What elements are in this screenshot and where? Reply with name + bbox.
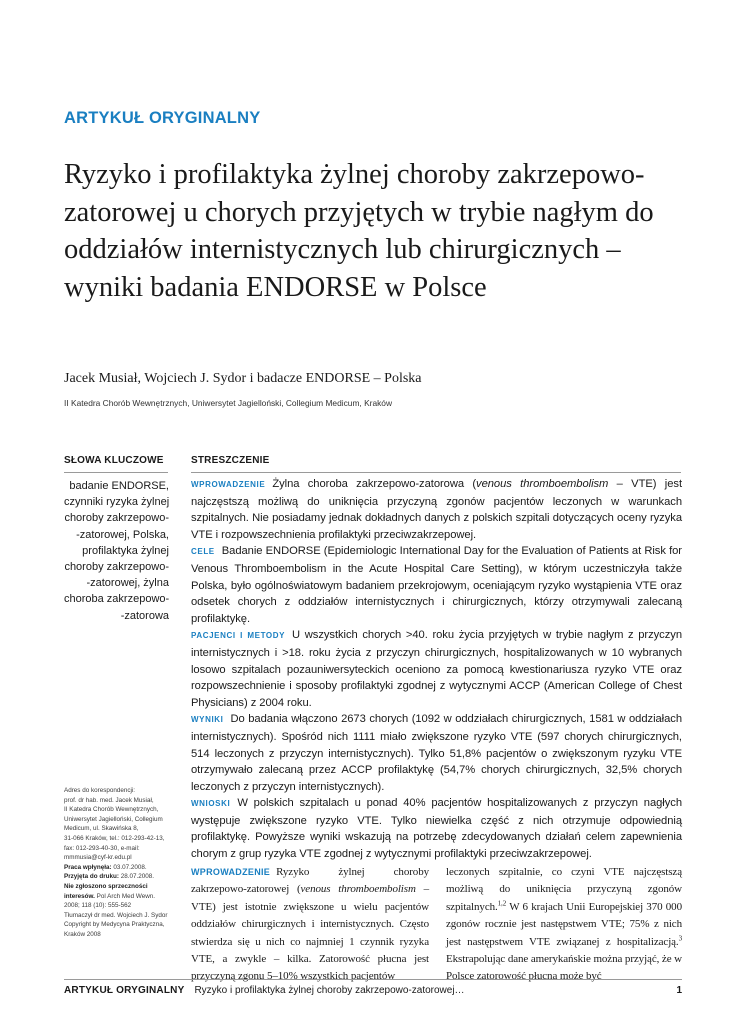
authors: Jacek Musiał, Wojciech J. Sydor i badacze ENDORSE – Polska: [64, 371, 422, 386]
correspondence-line: II Katedra Chorób Wewnętrznych,: [64, 806, 159, 814]
received-date: Praca wpłynęła: 03.07.2008.: [64, 863, 147, 871]
correspondence-line: 31-066 Kraków, tel.: 012-293-42-13,: [64, 834, 165, 842]
correspondence-line: prof. dr hab. med. Jacek Musiał,: [64, 796, 154, 804]
abstract-label-methods: PACJENCI I METODY: [191, 631, 286, 641]
abstract-body: [191, 476, 682, 863]
abstract-label-aims: CELE: [191, 547, 215, 557]
keyword-line: choroby zakrzepowo-: [64, 512, 169, 525]
abstract-results: WYNIKI Do badania włączono 2673 chorych (1092 w oddziałach chirurgicznych, 1581 w oddziałach internistycznych). Spośród nich 1111 miało zwiększone ryzyko VTE (597 chorych chirurgicznych, 514 leczonych z przyczyn internistycznych). Tylko 51,8% pacjentów o zwiększonym ryzyku VTE otrzymywało zalecaną przez ACCP profilaktykę (54,7% chorych chirurgicznych, 32,5% chorych leczonych z przyczyn internistycznych).: [191, 713, 682, 793]
abstract-introduction: WPROWADZENIE Żylna choroba zakrzepowo-zatorowa (venous thromboembolism – VTE) jest najczęstszą możliwą do uniknięcia przyczyną zgonów pacjentów leczonych w warunkach szpitalnych. Nie posiadamy jednak dokładnych danych z polskich szpitali dotyczących oceny ryzyka VTE i rozpowszechnienia profilaktyki przeciwzakrzepowej.: [191, 478, 682, 541]
abstract-label-conclusions: WNIOSKI: [191, 799, 231, 809]
body-column-2: leczonych szpitalnie, co czyni VTE najczęstszą możliwą do uniknięcia przyczyną zgonów szpitalnych.$^{1,2}$ W 6 krajach Unii Europejskiej 370 000 zgonów rocznie jest następstwem VTE; 75% z nich jest następstwem VTE związanej z hospitalizacją.$^3$ Ekstrapolując dane amerykańskie można przyjąć, że w Polsce zatorowość płucna może być: [446, 866, 682, 983]
citation-ref: 3: [678, 933, 682, 942]
citation-details: 2008; 118 (10): 555-562: [64, 902, 132, 910]
translator: Tłumaczył dr med. Wojciech J. Sydor: [64, 911, 168, 919]
abstract-conclusions: WNIOSKI W polskich szpitalach u ponad 40% pacjentów hospitalizowanych z przyczyn nagłych występuje zwiększone ryzyko VTE. Tylko niewielka część z nich otrzymuje odpowiednią profilaktykę. Powyższe wyniki wskazują na potrzebę zdecydowanych działań celem zapewnienia chorym z grup ryzyka VTE zgodnej z wytycznymi profilaktyki przeciwzakrzepowej.: [191, 797, 682, 861]
correspondence-line: Medicum, ul. Skawińska 8,: [64, 825, 139, 833]
citation-ref: 1,2: [497, 899, 507, 908]
keyword-line: -zatorowej, Polska,: [76, 528, 169, 541]
accepted-date: Przyjęta do druku: 28.07.2008.: [64, 873, 154, 881]
footer-section-label: ARTYKUŁ ORYGINALNY: [64, 985, 185, 996]
correspondence-email: mmmusia@cyf-kr.edu.pl: [64, 854, 132, 862]
body-column-1: WPROWADZENIE Ryzyko żylnej choroby zakrzepowo-zatorowej (venous thromboembolism – VTE) jest istotnie zwiększone u wielu pacjentów oddziałów chirurgicznych i internistycznych. Często stwierdza się u nich co najmniej 1 czynnik ryzyka VTE, a zwykle – kilka. Zatorowość płucna jest przyczyną zgonu 5–10% wszystkich pacjentów: [191, 866, 429, 983]
abstract-heading: STRESZCZENIE: [191, 455, 681, 473]
citation: interesów. Pol Arch Med Wewn.: [64, 892, 156, 900]
article-title: Ryzyko i profilaktyka żylnej choroby zakrzepowo-zatorowej u chorych przyjętych w trybie nagłym do oddziałów internistycznych lub chirurgicznych – wyniki badania ENDORSE w Polsce: [64, 159, 654, 303]
keyword-line: choroby zakrzepowo-: [64, 561, 169, 574]
footer-rule: [64, 979, 682, 980]
abstract-aims: CELE Badanie ENDORSE (Epidemiologic International Day for the Evaluation of Patients at Risk for Venous Thromboembolism in the Acute Hospital Care Setting), w którym uczestniczyła także Polska, było ogólnoświatowym badaniem przekrojowym, oceniającym ryzyko wystąpienia VTE oraz odsetek chorych z oddziałów internistycznych i chirurgicznych, którzy otrzymywali zalecaną profilaktykę.: [191, 545, 682, 625]
copyright: Copyright by Medycyna Praktyczna,: [64, 921, 165, 929]
keyword-line: -zatorowej, żylna: [86, 577, 169, 590]
body-intro-label: WPROWADZENIE: [191, 867, 271, 877]
abstract-label-introduction: WPROWADZENIE: [191, 480, 266, 489]
keyword-line: -zatorowa: [120, 609, 169, 622]
conflict-statement: Nie zgłoszono sprzeczności: [64, 882, 148, 890]
page-number: 1: [676, 985, 682, 996]
correspondence-line: fax: 012-293-40-30, e-mail:: [64, 844, 140, 852]
keywords-list: [64, 478, 169, 624]
affiliation: II Katedra Chorób Wewnętrznych, Uniwersytet Jagielloński, Collegium Medicum, Kraków: [64, 398, 392, 408]
copyright-year: Kraków 2008: [64, 930, 101, 938]
keyword-line: profilaktyka żylnej: [82, 544, 169, 557]
correspondence-block: [64, 786, 176, 940]
section-label: ARTYKUŁ ORYGINALNY: [64, 109, 261, 127]
keyword-line: badanie ENDORSE,: [69, 480, 169, 492]
keyword-line: czynniki ryzyka żylnej: [64, 496, 170, 509]
abstract-label-results: WYNIKI: [191, 715, 224, 725]
correspondence-heading: Adres do korespondencji:: [64, 787, 136, 794]
keywords-heading: SŁOWA KLUCZOWE: [64, 455, 168, 473]
abstract-methods: PACJENCI I METODY U wszystkich chorych >40. roku życia przyjętych w trybie nagłym z przyczyn internistycznych i >18. roku życia z przyczyn chirurgicznych, hospitalizowanych w 10 wybranych losowo szpitalach pozauniwersyteckich oceniono za pomocą kwestionariusza ryzyko VTE oraz rozpowszechnienie i sposoby profilaktyki zgodnej z wytycznymi ACCP (American College of Chest Physicians) z 2004 roku.: [191, 629, 682, 709]
keyword-line: choroba zakrzepowo-: [64, 593, 170, 606]
running-title: Ryzyko i profilaktyka żylnej choroby zakrzepowo-zatorowej…: [194, 985, 465, 996]
correspondence-line: Uniwersytet Jagielloński, Collegium: [64, 815, 163, 823]
